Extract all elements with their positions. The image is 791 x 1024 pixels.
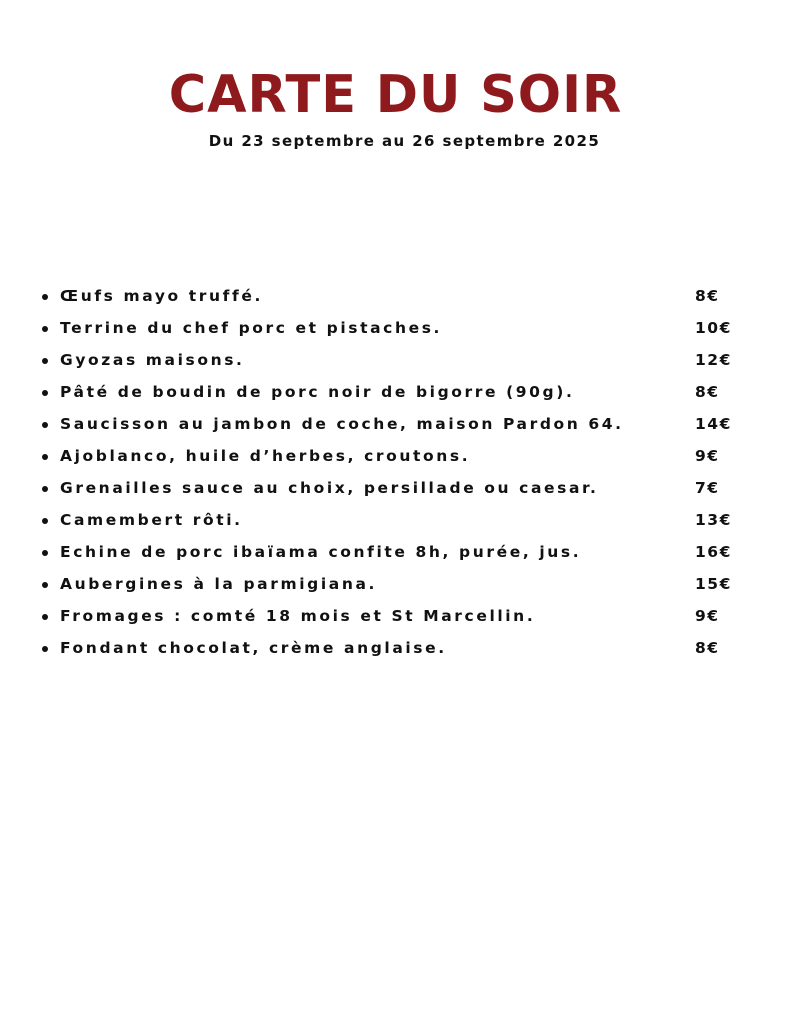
bullet-icon bbox=[42, 582, 48, 588]
menu-title: CARTE DU SOIR bbox=[168, 65, 623, 125]
menu-item bbox=[0, 280, 791, 312]
bullet-icon bbox=[42, 518, 48, 524]
bullet-icon bbox=[42, 326, 48, 332]
menu-item-price: 9€ bbox=[695, 447, 720, 465]
menu-item-name: Œufs mayo truffé. bbox=[60, 287, 263, 305]
menu-item-name: Camembert rôti. bbox=[60, 511, 243, 529]
menu-item-name: Echine de porc ibaïama confite 8h, purée, jus. bbox=[60, 543, 582, 561]
menu-item-price: 14€ bbox=[695, 415, 732, 433]
menu-item-name: Gyozas maisons. bbox=[60, 351, 245, 369]
menu-item-price: 8€ bbox=[695, 383, 720, 401]
menu-item bbox=[0, 312, 791, 344]
menu-item-price: 7€ bbox=[695, 479, 720, 497]
bullet-icon bbox=[42, 422, 48, 428]
menu-item-price: 15€ bbox=[695, 575, 732, 593]
menu-item bbox=[0, 536, 791, 568]
menu-item-name: Grenailles sauce au choix, persillade ou caesar. bbox=[60, 479, 599, 497]
menu-item-name: Saucisson au jambon de coche, maison Pardon 64. bbox=[60, 415, 624, 433]
menu-date-range: Du 23 septembre au 26 septembre 2025 bbox=[208, 132, 601, 150]
menu-item bbox=[0, 568, 791, 600]
menu-item-price: 8€ bbox=[695, 639, 720, 657]
menu-item-price: 12€ bbox=[695, 351, 732, 369]
bullet-icon bbox=[42, 486, 48, 492]
menu-item-price: 9€ bbox=[695, 607, 720, 625]
menu-list bbox=[0, 280, 791, 664]
menu-item-name: Aubergines à la parmigiana. bbox=[60, 575, 377, 593]
bullet-icon bbox=[42, 614, 48, 620]
menu-item-name: Terrine du chef porc et pistaches. bbox=[60, 319, 443, 337]
menu-item-price: 8€ bbox=[695, 287, 720, 305]
bullet-icon bbox=[42, 454, 48, 460]
menu-item-price: 16€ bbox=[695, 543, 732, 561]
menu-item bbox=[0, 504, 791, 536]
menu-item-name: Pâté de boudin de porc noir de bigorre (90g). bbox=[60, 383, 575, 401]
menu-item-price: 13€ bbox=[695, 511, 732, 529]
menu-item bbox=[0, 632, 791, 664]
menu-item bbox=[0, 376, 791, 408]
bullet-icon bbox=[42, 550, 48, 556]
menu-item-price: 10€ bbox=[695, 319, 732, 337]
bullet-icon bbox=[42, 390, 48, 396]
bullet-icon bbox=[42, 294, 48, 300]
menu-item bbox=[0, 600, 791, 632]
bullet-icon bbox=[42, 358, 48, 364]
bullet-icon bbox=[42, 646, 48, 652]
menu-item bbox=[0, 440, 791, 472]
menu-item bbox=[0, 344, 791, 376]
menu-item bbox=[0, 472, 791, 504]
menu-item-name: Fondant chocolat, crème anglaise. bbox=[60, 639, 447, 657]
menu-item bbox=[0, 408, 791, 440]
menu-item-name: Ajoblanco, huile d’herbes, croutons. bbox=[60, 447, 471, 465]
menu-item-name: Fromages : comté 18 mois et St Marcellin. bbox=[60, 607, 536, 625]
